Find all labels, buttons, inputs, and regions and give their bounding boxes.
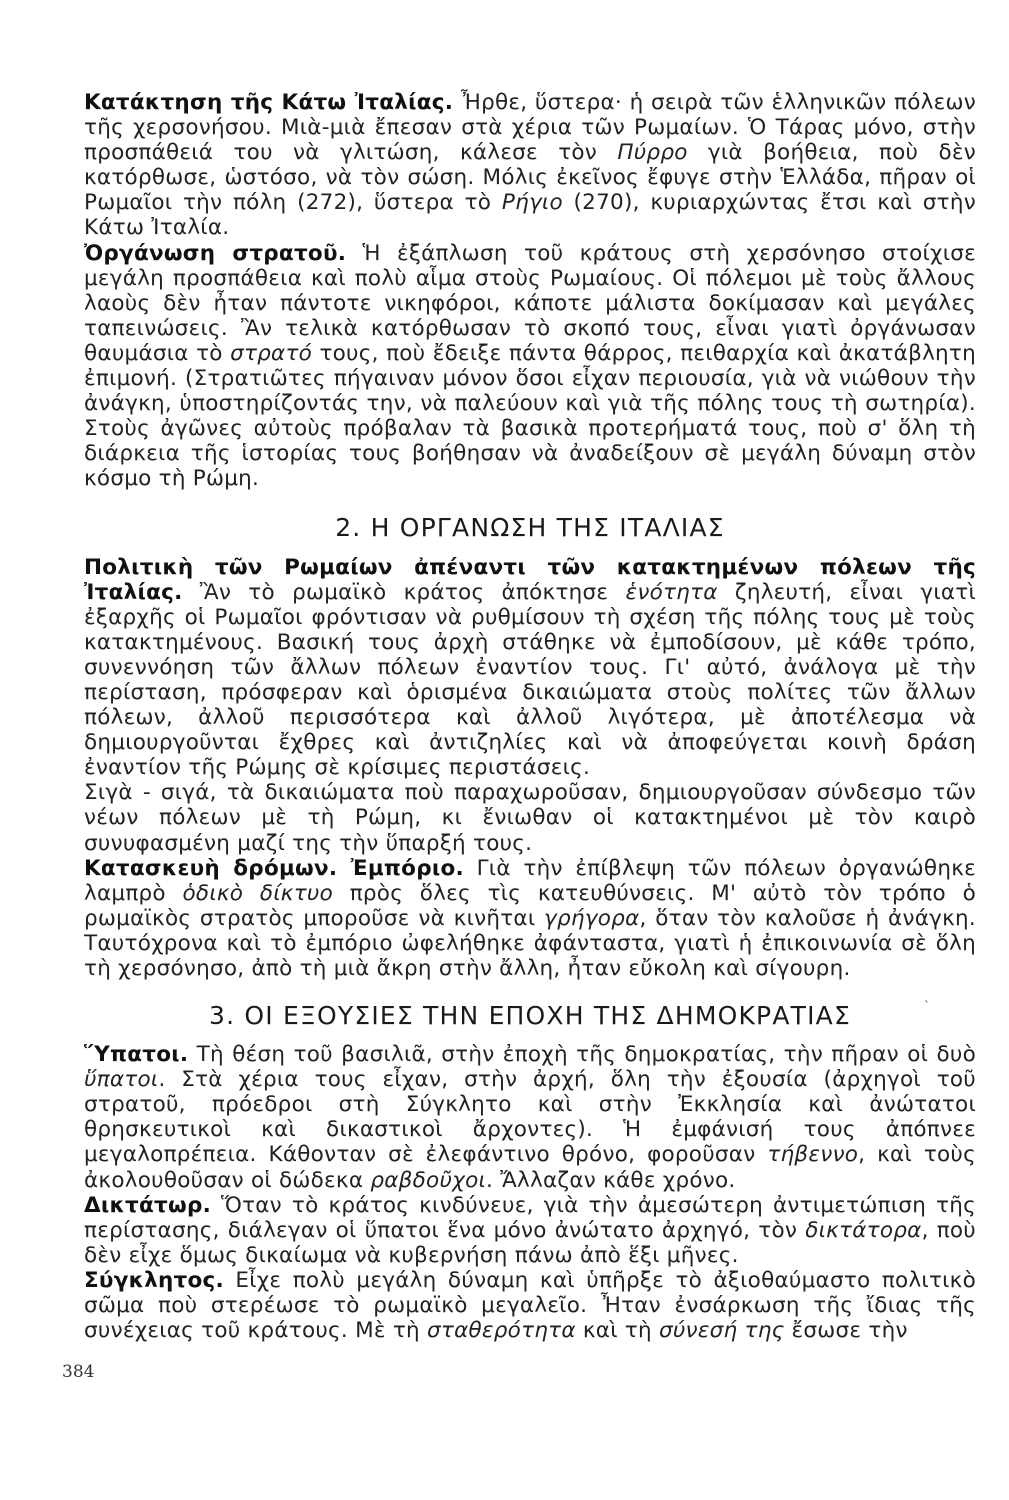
italic-term: ὕπατοι [84,1067,159,1093]
paragraph-roman-policy: Πολιτικὴ τῶν Ρωμαίων ἀπέναντι τῶν κατακτημένων πόλεων τῆς Ἰταλίας. Ἂν τὸ ρωμαϊκὸ κράτος ἀπόκτησε ἑνότητα ζηλευτή, εἶναι γιατὶ ἐξαρχῆς οἱ Ρωμαῖοι φρόντισαν νὰ ρυθμίσουν τὴ σχέση τῆς πόλης τους μὲ τοὺς κατακτημένους. Βασική τους ἀρχὴ στάθηκε νὰ ἐμποδίσουν, μὲ κάθε τρόπο, συνεννόηση τῶν ἄλλων πόλεων ἐναντίον τους. Γι' αὐτό, ἀνάλογα μὲ τὴν περίσταση, πρόσφεραν καὶ ὁρισμένα δικαιώματα στοὺς πολίτες τῶν ἄλλων πόλεων, ἀλλοῦ περισσότερα καὶ ἀλλοῦ λιγότερα, μὲ ἀποτέλεσμα νὰ δημιουργοῦνται ἔχθρες καὶ ἀντιζηλίες καὶ νὰ ἀποφεύγεται κοινὴ δράση ἐναντίον τῆς Ρώμης σὲ κρίσιμες περιστάσεις. [84,554,976,781]
italic-term: ἑνότητα [625,579,718,605]
italic-term: γρήγορα [544,905,640,931]
paragraph-heading: Κατασκευὴ δρόμων. Ἐμπόριο. [84,855,464,881]
paragraph-dictator: Δικτάτωρ. Ὅταν τὸ κράτος κινδύνευε, γιὰ τὴν ἀμεσώτερη ἀντιμετώπιση τῆς περίστασης, διάλεγαν οἱ ὕπατοι ἕνα μόνο ἀνώτατο ἀρχηγό, τὸν δικτάτορα, ποὺ δὲν εἶχε ὅμως δικαίωμα νὰ κυβερνήση πάνω ἀπὸ ἕξι μῆνες. [84,1192,976,1268]
italic-term: σταθερότητα [427,1318,576,1344]
paragraph-senate: Σύγκλητος. Εἶχε πολὺ μεγάλη δύναμη καὶ ὑπῆρξε τὸ ἀξιοθαύμαστο πολιτικὸ σῶμα ποὺ στερέωσε τὸ ρωμαϊκὸ μεγαλεῖο. Ἦταν ἐνσάρκωση τῆς ἴδιας τῆς συνέχειας τοῦ κράτους. Μὲ τὴ σταθερότητα καὶ τὴ σύνεσή της ἔσωσε τὴν [84,1267,976,1344]
section-heading-2: 2. Η ΟΡΓΑΝΩΣΗ ΤΗΣ ΙΤΑΛΙΑΣ [335,512,725,542]
italic-term: δικτάτορα [805,1217,922,1243]
paragraph-heading: Ὀργάνωση στρατοῦ. [84,240,347,266]
paragraph-roads-trade: Κατασκευὴ δρόμων. Ἐμπόριο. Γιὰ τὴν ἐπίβλεψη τῶν πόλεων ὀργανώθηκε λαμπρὸ ὁδικὸ δίκτυο πρὸς ὅλες τὶς κατευθύνσεις. Μ' αὐτὸ τὸν τρόπο ὁ ρωμαϊκὸς στρατὸς μποροῦσε νὰ κινῆται γρήγορα, ὅταν τὸν καλοῦσε ἡ ἀνάγκη. Ταυτόχρονα καὶ τὸ ἐμπόριο ὠφελήθηκε ἀφάνταστα, γιατὶ ἡ ἐπικοινωνία σὲ ὅλη τὴ χερσόνησο, ἀπὸ τὴ μιὰ ἄκρη στὴν ἄλλη, ἦταν εὔκολη καὶ σίγουρη. [84,855,976,981]
paragraph-army-organisation: Ὀργάνωση στρατοῦ. Ἡ ἐξάπλωση τοῦ κράτους στὴ χερσόνησο στοίχισε μεγάλη προσπάθεια καὶ πολὺ αἷμα στοὺς Ρωμαίους. Οἱ πόλεμοι μὲ τοὺς ἄλλους λαοὺς δὲν ἦταν πάντοτε νικηφόροι, κάποτε μάλιστα δοκίμασαν καὶ μεγάλες ταπεινώσεις. Ἂν τελικὰ κατόρθωσαν τὸ σκοπό τους, εἶναι γιατὶ ὀργάνωσαν θαυμάσια τὸ στρατό τους, ποὺ ἔδειξε πάντα θάρρος, πειθαρχία καὶ ἀκατάβλητη ἐπιμονή. (Στρατιῶτες πήγαιναν μόνον ὅσοι εἶχαν περιουσία, γιὰ νὰ νιώθουν τὴν ἀνάγκη, ὑποστηρίζοντάς την, νὰ παλεύουν καὶ γιὰ τῆς πόλης τους τὴ σωτηρία). Στοὺς ἀγῶνες αὐτοὺς πρόβαλαν τὰ βασικὰ προτερήματά τους, ποὺ σ' ὅλη τὴ διάρκεια τῆς ἱστορίας τους βοήθησαν νὰ ἀναδείξουν σὲ μεγάλη δύναμη στὸν κόσμο τὴ Ρώμη. [84,240,976,492]
italic-term: τήβεννο [767,1142,859,1168]
stray-mark: ` [924,999,930,1013]
paragraph-heading: Κατάκτηση τῆς Κάτω Ἰταλίας. [84,90,454,115]
page-body [84,90,976,1343]
paragraph-heading: Δικτάτωρ. [84,1192,211,1218]
paragraph-heading: Σύγκλητος. [84,1267,224,1293]
italic-term: ραβδοῦχοι [370,1167,487,1193]
italic-term: στρατό [230,340,313,366]
italic-term: σύνεσή της [658,1318,785,1344]
paragraph-rights-bond: Σιγὰ - σιγά, τὰ δικαιώματα ποὺ παραχωροῦσαν, δημιουργοῦσαν σύνδεσμο τῶν νέων πόλεων μὲ τὴ Ρώμη, κι ἔνιωθαν οἱ κατακτημένοι μὲ τὸν καιρὸ συνυφασμένη μαζί της τὴν ὕπαρξή τους. [84,780,976,856]
paragraph-consuls: Ὕπατοι. Τὴ θέση τοῦ βασιλιᾶ, στὴν ἐποχὴ τῆς δημοκρατίας, τὴν πῆραν οἱ δυὸ ὕπατοι. Στὰ χέρια τους εἶχαν, στὴν ἀρχή, ὅλη τὴν ἐξουσία (ἀρχηγοὶ τοῦ στρατοῦ, πρόεδροι στὴ Σύγκλητο καὶ στὴν Ἐκκλησία καὶ ἀνώτατοι θρησκευτικοὶ καὶ δικαστικοὶ ἄρχοντες). Ἡ ἐμφάνισή τους ἀπόπνεε μεγαλοπρέπεια. Κάθονταν σὲ ἐλεφάντινο θρόνο, φοροῦσαν τήβεννο, καὶ τοὺς ἀκολουθοῦσαν οἱ δώδεκα ραβδοῦχοι. Ἄλλαζαν κάθε χρόνο. [84,1042,976,1193]
section-heading-3: 3. ΟΙ ΕΞΟΥΣΙΕΣ ΤΗΝ ΕΠΟΧΗ ΤΗΣ ΔΗΜΟΚΡΑΤΙΑΣ [209,1001,851,1031]
italic-term: Ρήγιο [501,190,563,216]
italic-term: Πύρρο [617,140,688,166]
paragraph-lower-italy: Κατάκτηση τῆς Κάτω Ἰταλίας. Ἦρθε, ὕστερα· ἡ σειρὰ τῶν ἑλληνικῶν πόλεων τῆς χερσονήσου. Μιὰ-μιὰ ἔπεσαν στὰ χέρια τῶν Ρωμαίων. Ὁ Τάρας μόνο, στὴν προσπάθειά του νὰ γλιτώση, κάλεσε τὸν Πύρρο γιὰ βοήθεια, ποὺ δὲν κατόρθωσε, ὡστόσο, νὰ τὸν σώση. Μόλις ἐκεῖνος ἔφυγε στὴν Ἑλλάδα, πῆραν οἱ Ρωμαῖοι τὴν πόλη (272), ὕστερα τὸ Ρήγιο (270), κυριαρχώντας ἔτσι καὶ στὴν Κάτω Ἰταλία. [84,90,976,241]
paragraph-heading: Ὕπατοι. [84,1042,189,1068]
italic-term: ὁδικὸ δίκτυο [182,880,334,906]
page-number: 384 [62,1362,95,1382]
paragraph-heading: Πολιτικὴ τῶν Ρωμαίων ἀπέναντι τῶν κατακτημένων πόλεων τῆς Ἰταλίας. [84,554,976,605]
